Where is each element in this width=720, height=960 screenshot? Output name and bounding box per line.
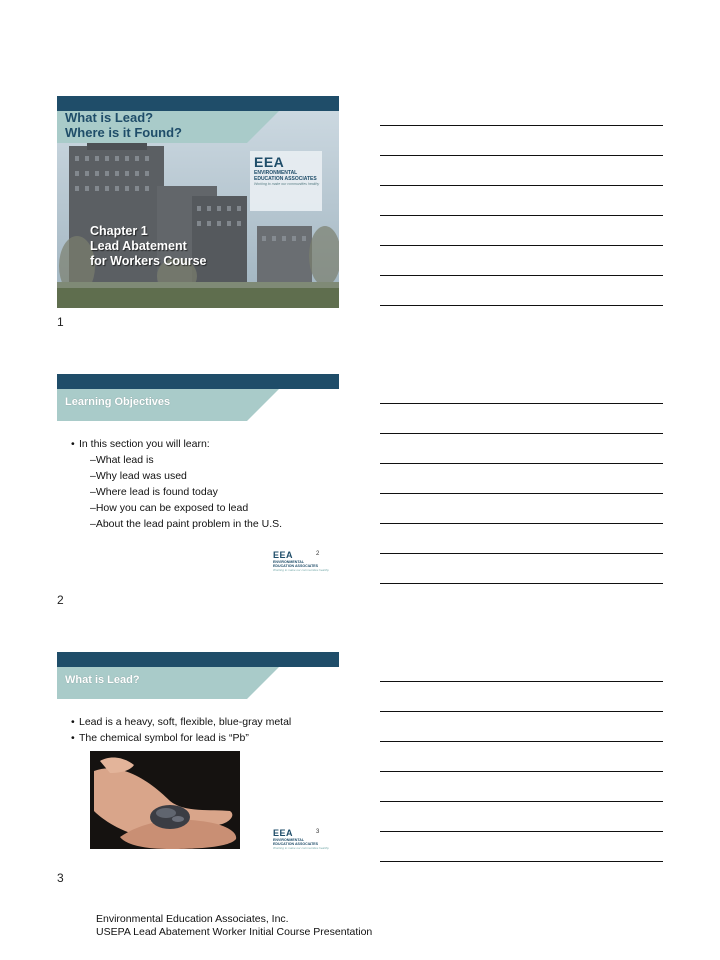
slide-number-1: 1 [57, 315, 64, 329]
slide-3 [57, 652, 339, 862]
slide-1-title-line2: Where is it Found? [65, 125, 182, 140]
lead-in-hands-photo [90, 751, 240, 849]
chapter-line2: Lead Abatement [90, 239, 187, 253]
slide-3-eea-logo [273, 828, 333, 852]
slide-2-bullet: • In this section you will learn: [57, 436, 282, 452]
eea-logo-tagline: Working to make our communities healthy [254, 182, 320, 186]
slide-2-title: Learning Objectives [65, 396, 171, 408]
note-line [380, 125, 663, 126]
eea-logo-sub2: EDUCATION ASSOCIATES [254, 176, 317, 182]
note-line [380, 553, 663, 554]
slide-1-chapter-heading [90, 224, 206, 269]
note-line [380, 185, 663, 186]
slide-3-title: What is Lead? [65, 674, 140, 686]
note-line [380, 275, 663, 276]
note-line [380, 305, 663, 306]
eea-logo-sub1: ENVIRONMENTAL [254, 170, 298, 176]
eea-mini-tagline: Working to make our communities healthy [273, 568, 329, 572]
note-line [380, 403, 663, 404]
note-line [380, 493, 663, 494]
slide-2-subitem: –Where lead is found today [90, 486, 218, 498]
note-line [380, 771, 663, 772]
slide-1-title [65, 110, 182, 140]
note-line [380, 463, 663, 464]
slide-2-subitem: –How you can be exposed to lead [90, 502, 249, 514]
chapter-line1: Chapter 1 [90, 224, 148, 238]
note-line [380, 155, 663, 156]
eea-mini-tagline: Working to make our communities healthy [273, 846, 329, 850]
note-line [380, 831, 663, 832]
eea-mini-sub1: ENVIRONMENTAL [273, 838, 305, 842]
eea-mini-logo-text: EEA [273, 550, 294, 560]
slide-2-eea-logo [273, 550, 333, 574]
chapter-line3: for Workers Course [90, 254, 207, 268]
note-line [380, 433, 663, 434]
eea-mini-sub1: ENVIRONMENTAL [273, 560, 305, 564]
slide-2-subitem: –About the lead paint problem in the U.S. [90, 518, 283, 530]
slide-number-3: 3 [57, 871, 64, 885]
slide-2-top-bar [57, 374, 339, 389]
slide-1-title-line1: What is Lead? [65, 110, 154, 125]
slide-1-top-bar [57, 96, 339, 111]
note-line [380, 861, 663, 862]
slide-2-subitem: –What lead is [90, 454, 154, 466]
slide-3-bullet: • Lead is a heavy, soft, flexible, blue-gray metal [57, 714, 291, 730]
slide-1 [57, 96, 339, 308]
eea-logo-text: EEA [254, 154, 285, 170]
slide-2-page-label: 2 [316, 551, 320, 557]
slide-3-top-bar [57, 652, 339, 667]
slide-3-page-label: 3 [316, 829, 320, 835]
eea-mini-sub2: EDUCATION ASSOCIATES [273, 842, 319, 846]
slide-2 [57, 374, 339, 584]
slide-3-bullet: • The chemical symbol for lead is “Pb” [57, 730, 291, 746]
note-line [380, 741, 663, 742]
footer-line1: Environmental Education Associates, Inc. [96, 913, 289, 925]
note-line [380, 681, 663, 682]
slide-1-eea-logo [254, 154, 319, 187]
note-line [380, 245, 663, 246]
note-line [380, 523, 663, 524]
eea-mini-logo-text: EEA [273, 828, 294, 838]
page-footer [96, 913, 372, 939]
slide-2-subitem: –Why lead was used [90, 470, 187, 482]
note-line [380, 801, 663, 802]
footer-line2: USEPA Lead Abatement Worker Initial Course Presentation [96, 926, 373, 938]
note-line [380, 711, 663, 712]
slide-3-bullets [57, 714, 291, 746]
slide-2-bullets [57, 436, 282, 532]
note-line [380, 583, 663, 584]
eea-mini-sub2: EDUCATION ASSOCIATES [273, 564, 319, 568]
note-line [380, 215, 663, 216]
slide-number-2: 2 [57, 593, 64, 607]
